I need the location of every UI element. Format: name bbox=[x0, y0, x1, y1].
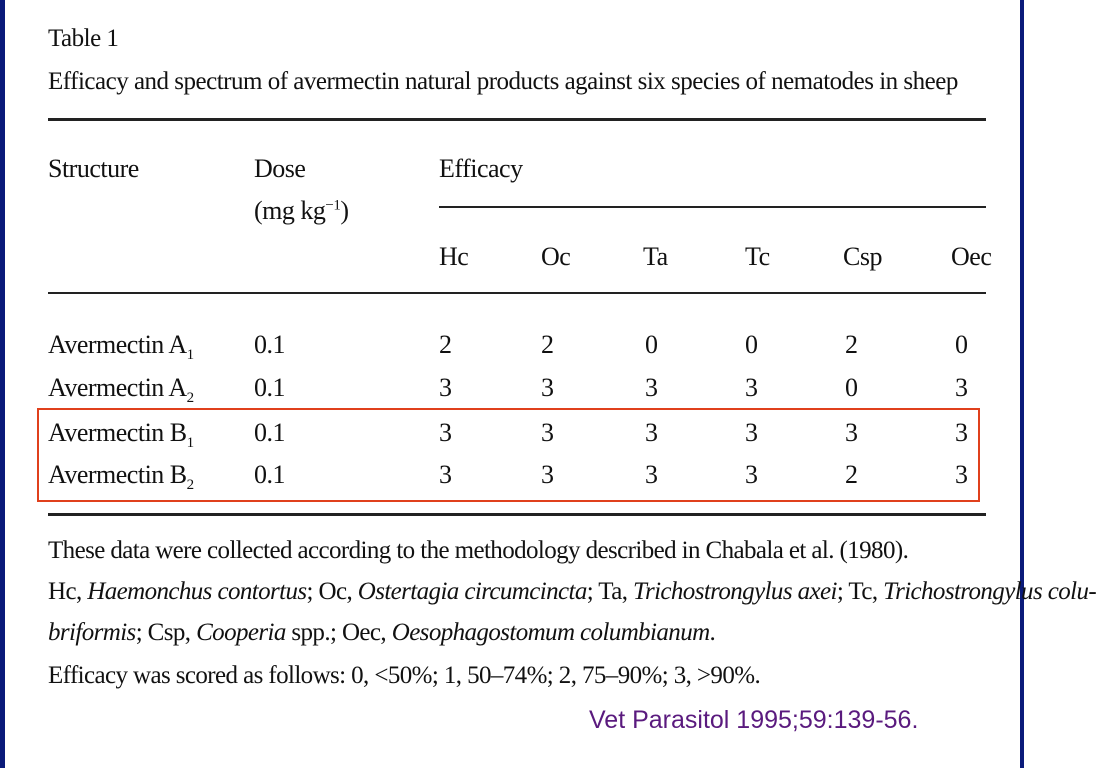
row-dose: 0.1 bbox=[254, 373, 285, 402]
header-species-csp: Csp bbox=[843, 242, 882, 271]
row-value-oec: 0 bbox=[955, 330, 968, 359]
footnote-abbreviations: Hc, Haemonchus contortus; Oc, Ostertagia circumcincta; Ta, Trichostrongylus axei; Tc, Trichostrongylus colu- bbox=[48, 578, 1096, 605]
row-structure: Avermectin $A_1$ bbox=[48, 330, 194, 364]
row-structure: Avermectin $B_1$ bbox=[48, 418, 194, 452]
row-value-oc: 3 bbox=[541, 418, 554, 447]
header-dose-unit: (mg $kg^{-1}$) bbox=[254, 196, 349, 225]
row-value-tc: 3 bbox=[745, 373, 758, 402]
row-value-hc: 2 bbox=[439, 330, 452, 359]
row-dose: 0.1 bbox=[254, 418, 285, 447]
row-value-hc: 3 bbox=[439, 373, 452, 402]
row-value-hc: 3 bbox=[439, 418, 452, 447]
row-value-tc: 3 bbox=[745, 460, 758, 489]
header-species-ta: Ta bbox=[643, 242, 668, 271]
header-rule bbox=[48, 292, 986, 294]
footnote-scoring: Efficacy was scored as follows: 0, <50%; 1, 50–74%; 2, 75–90%; 3, >90%. bbox=[48, 662, 761, 689]
row-value-oc: 3 bbox=[541, 373, 554, 402]
row-value-oc: 3 bbox=[541, 460, 554, 489]
row-value-csp: 2 bbox=[845, 330, 858, 359]
header-species-hc: Hc bbox=[439, 242, 469, 271]
table-title: Efficacy and spectrum of avermectin natural products against six species of nematodes in sheep bbox=[48, 68, 958, 95]
row-structure: Avermectin $B_2$ bbox=[48, 460, 194, 494]
row-value-oec: 3 bbox=[955, 418, 968, 447]
row-dose: 0.1 bbox=[254, 330, 285, 359]
row-value-csp: 2 bbox=[845, 460, 858, 489]
header-structure: Structure bbox=[48, 154, 139, 183]
row-value-tc: 3 bbox=[745, 418, 758, 447]
table-label: Table 1 bbox=[48, 25, 119, 52]
row-value-oec: 3 bbox=[955, 373, 968, 402]
row-value-tc: 0 bbox=[745, 330, 758, 359]
slide-frame-right bbox=[1020, 0, 1024, 768]
row-value-oc: 2 bbox=[541, 330, 554, 359]
header-dose: Dose bbox=[254, 154, 306, 183]
row-value-csp: 3 bbox=[845, 418, 858, 447]
header-species-oc: Oc bbox=[541, 242, 571, 271]
bottom-rule bbox=[48, 513, 986, 516]
row-dose: 0.1 bbox=[254, 460, 285, 489]
citation: Vet Parasitol 1995;59:139-56. bbox=[589, 706, 919, 734]
row-value-ta: 3 bbox=[645, 373, 658, 402]
footnote-abbreviations-cont: briformis; Csp, Cooperia spp.; Oec, Oesophagostomum columbianum. bbox=[48, 619, 716, 646]
row-value-hc: 3 bbox=[439, 460, 452, 489]
header-species-oec: Oec bbox=[951, 242, 992, 271]
row-structure: Avermectin $A_2$ bbox=[48, 373, 194, 407]
footnote-method: These data were collected according to the methodology described in Chabala et al. (1980). bbox=[48, 537, 909, 564]
header-efficacy: Efficacy bbox=[439, 154, 523, 183]
header-species-tc: Tc bbox=[745, 242, 770, 271]
efficacy-rule bbox=[439, 206, 986, 208]
slide-frame-left bbox=[0, 0, 5, 768]
top-rule bbox=[48, 118, 986, 121]
row-value-csp: 0 bbox=[845, 373, 858, 402]
row-value-oec: 3 bbox=[955, 460, 968, 489]
row-value-ta: 0 bbox=[645, 330, 658, 359]
row-value-ta: 3 bbox=[645, 418, 658, 447]
row-value-ta: 3 bbox=[645, 460, 658, 489]
